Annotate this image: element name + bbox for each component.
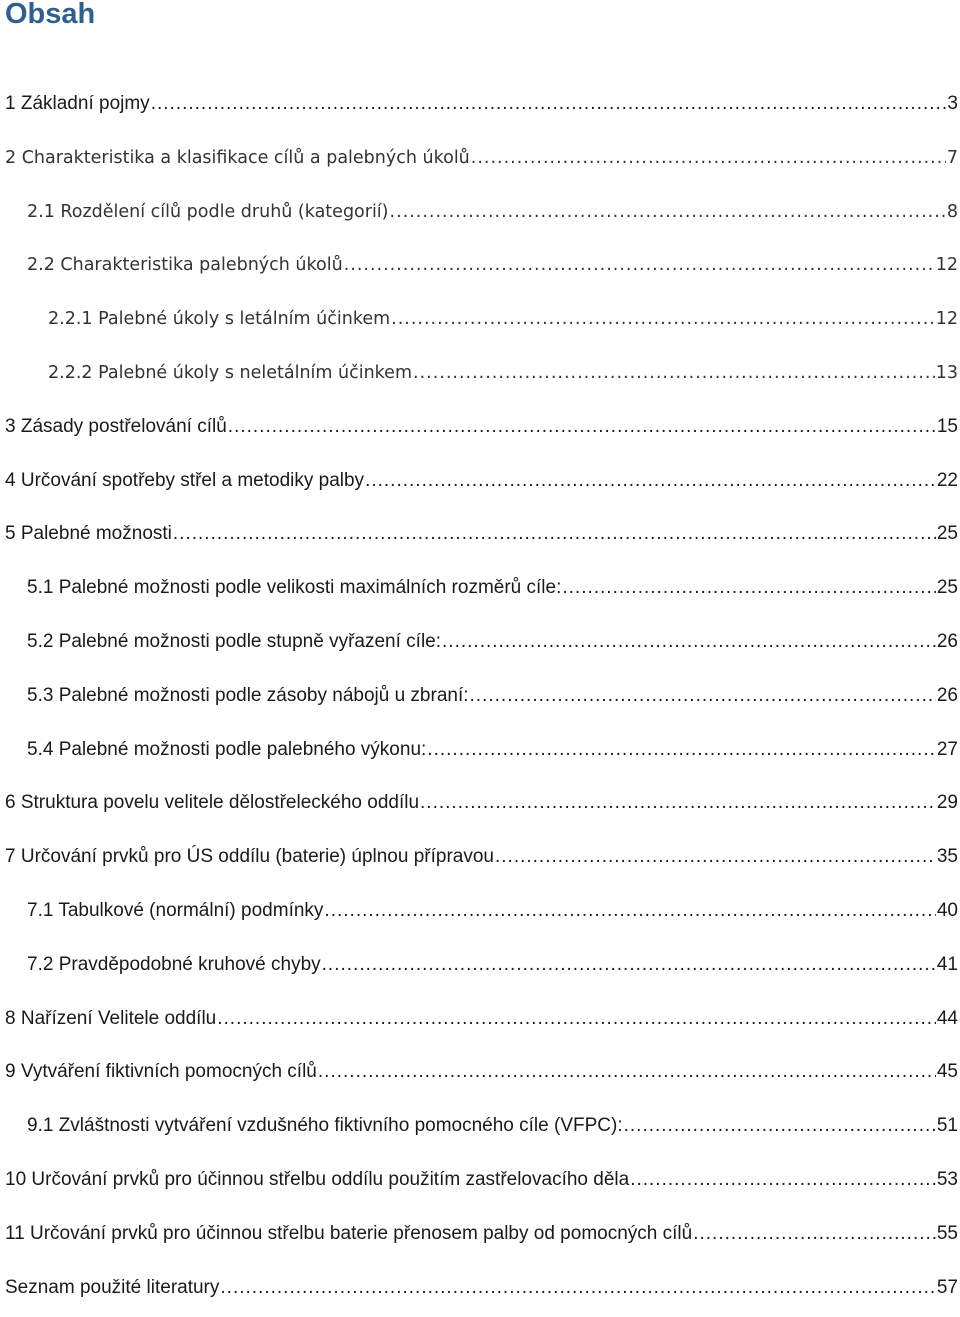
toc-entry-page: 26 (936, 684, 958, 706)
toc-entry-title: 2.2.1 Palebné úkoly s letálním účinkem (48, 309, 391, 330)
toc-entry-title: 5.4 Palebné možnosti podle palebného výkonu: (27, 738, 427, 760)
toc-dot-leader (413, 349, 935, 397)
toc-dot-leader (624, 1102, 936, 1150)
toc-entry-page: 15 (936, 415, 958, 437)
toc-entry-page: 3 (947, 93, 958, 114)
toc-entry-page: 7 (946, 147, 958, 168)
toc-dot-leader (151, 80, 947, 128)
toc-entry[interactable] (0, 510, 960, 564)
toc-entry-page: 8 (946, 201, 958, 222)
toc-dot-leader (318, 1048, 936, 1096)
toc-entry-title: 10 Určování prvků pro účinnou střelbu oddílu použitím zastřelovacího děla (5, 1168, 630, 1190)
toc-dot-leader (228, 403, 936, 451)
toc-entry-page: 26 (936, 630, 958, 652)
toc-entry[interactable] (0, 457, 960, 511)
toc-entry[interactable] (0, 1048, 960, 1102)
toc-entry[interactable] (0, 1210, 960, 1264)
toc-entry-title: 3 Zásady postřelování cílů (5, 415, 227, 437)
toc-entry[interactable] (0, 833, 960, 887)
toc-entry-title: 5.1 Palebné možnosti podle velikosti maximálních rozměrů cíle: (27, 577, 562, 599)
toc-entry-title: 8 Nařízení Velitele oddílu (5, 1007, 217, 1029)
toc-entry-title: 9 Vytváření fiktivních pomocných cílů (5, 1061, 317, 1083)
toc-entry-page: 35 (936, 846, 958, 868)
toc-dot-leader (217, 995, 936, 1043)
toc-entry-title: 7 Určování prvků pro ÚS oddílu (baterie) úplnou přípravou (5, 846, 494, 868)
toc-dot-leader (220, 1264, 935, 1312)
toc-dot-leader (495, 833, 936, 881)
toc-entry-page: 27 (936, 738, 958, 760)
toc-entry[interactable] (0, 241, 960, 295)
toc-entry-title: 7.1 Tabulkové (normální) podmínky (27, 899, 324, 921)
toc-dot-leader (324, 887, 935, 935)
toc-entry[interactable] (0, 295, 960, 349)
toc-entry[interactable] (0, 188, 960, 242)
toc-entry-page: 41 (936, 953, 958, 975)
toc-entry-title: 5.3 Palebné možnosti podle zásoby nábojů u zbraní: (27, 684, 469, 706)
toc-entry[interactable] (0, 941, 960, 995)
toc-entry-page: 25 (936, 523, 958, 545)
toc-entry-title: Seznam použité literatury (5, 1276, 220, 1298)
toc-dot-leader (420, 779, 936, 827)
toc-entry-page: 13 (935, 362, 958, 383)
toc-entry-page: 40 (936, 899, 958, 921)
toc-entry-title: 9.1 Zvláštnosti vytváření vzdušného fiktivního pomocného cíle (VFPC): (27, 1115, 623, 1137)
toc-dot-leader (365, 457, 936, 505)
toc-entry-title: 2.2.2 Palebné úkoly s neletálním účinkem (48, 362, 412, 383)
toc-entry[interactable] (0, 1264, 960, 1317)
toc-entry-page: 53 (936, 1168, 958, 1190)
toc-entry-page: 22 (936, 469, 958, 491)
toc-entry-title: 4 Určování spotřeby střel a metodiky palby (5, 469, 365, 491)
toc-entry[interactable] (0, 1102, 960, 1156)
toc-entry-title: 2.2 Charakteristika palebných úkolů (27, 255, 343, 276)
toc-entry[interactable] (0, 403, 960, 457)
toc-entry[interactable] (0, 726, 960, 780)
toc-entry-title: 2.1 Rozdělení cílů podle druhů (kategorií) (27, 201, 389, 222)
toc-entry-page: 25 (936, 577, 958, 599)
toc-entry-page: 12 (935, 255, 958, 276)
toc-entry-page: 44 (936, 1007, 958, 1029)
toc-entry[interactable] (0, 995, 960, 1049)
toc-entry[interactable] (0, 564, 960, 618)
toc-entry[interactable] (0, 349, 960, 403)
toc-entry[interactable] (0, 618, 960, 672)
toc-entry[interactable] (0, 887, 960, 941)
toc-dot-leader (322, 941, 936, 989)
toc-dot-leader (344, 241, 935, 289)
toc-entry-title: 2 Charakteristika a klasifikace cílů a palebných úkolů (5, 147, 470, 168)
toc-dot-leader (173, 510, 936, 558)
toc-dot-leader (442, 618, 936, 666)
toc-entry-title: 5.2 Palebné možnosti podle stupně vyřazení cíle: (27, 630, 442, 652)
toc-entry-title: 5 Palebné možnosti (5, 523, 172, 545)
toc-entry-page: 12 (935, 309, 958, 330)
toc-entry-title: 6 Struktura povelu velitele dělostřeleckého oddílu (5, 792, 420, 814)
toc-dot-leader (427, 726, 936, 774)
toc-dot-leader (693, 1210, 936, 1258)
toc-list (0, 80, 960, 1317)
toc-title: Obsah (5, 0, 96, 30)
toc-entry-page: 57 (936, 1276, 958, 1298)
toc-entry-page: 51 (936, 1115, 958, 1137)
toc-entry-page: 29 (936, 792, 958, 814)
toc-entry-title: 1 Základní pojmy (5, 93, 150, 114)
toc-dot-leader (470, 672, 936, 720)
toc-entry[interactable] (0, 672, 960, 726)
toc-entry-title: 11 Určování prvků pro účinnou střelbu baterie přenosem palby od pomocných cílů (5, 1222, 693, 1244)
toc-entry-page: 45 (936, 1061, 958, 1083)
toc-entry[interactable] (0, 80, 960, 134)
toc-dot-leader (562, 564, 936, 612)
toc-entry[interactable] (0, 1156, 960, 1210)
toc-entry-page: 55 (936, 1222, 958, 1244)
toc-dot-leader (390, 188, 946, 236)
toc-dot-leader (471, 134, 946, 182)
toc-entry-title: 7.2 Pravděpodobné kruhové chyby (27, 953, 321, 975)
toc-entry[interactable] (0, 779, 960, 833)
toc-dot-leader (630, 1156, 936, 1204)
toc-dot-leader (391, 295, 935, 343)
toc-entry[interactable] (0, 134, 960, 188)
